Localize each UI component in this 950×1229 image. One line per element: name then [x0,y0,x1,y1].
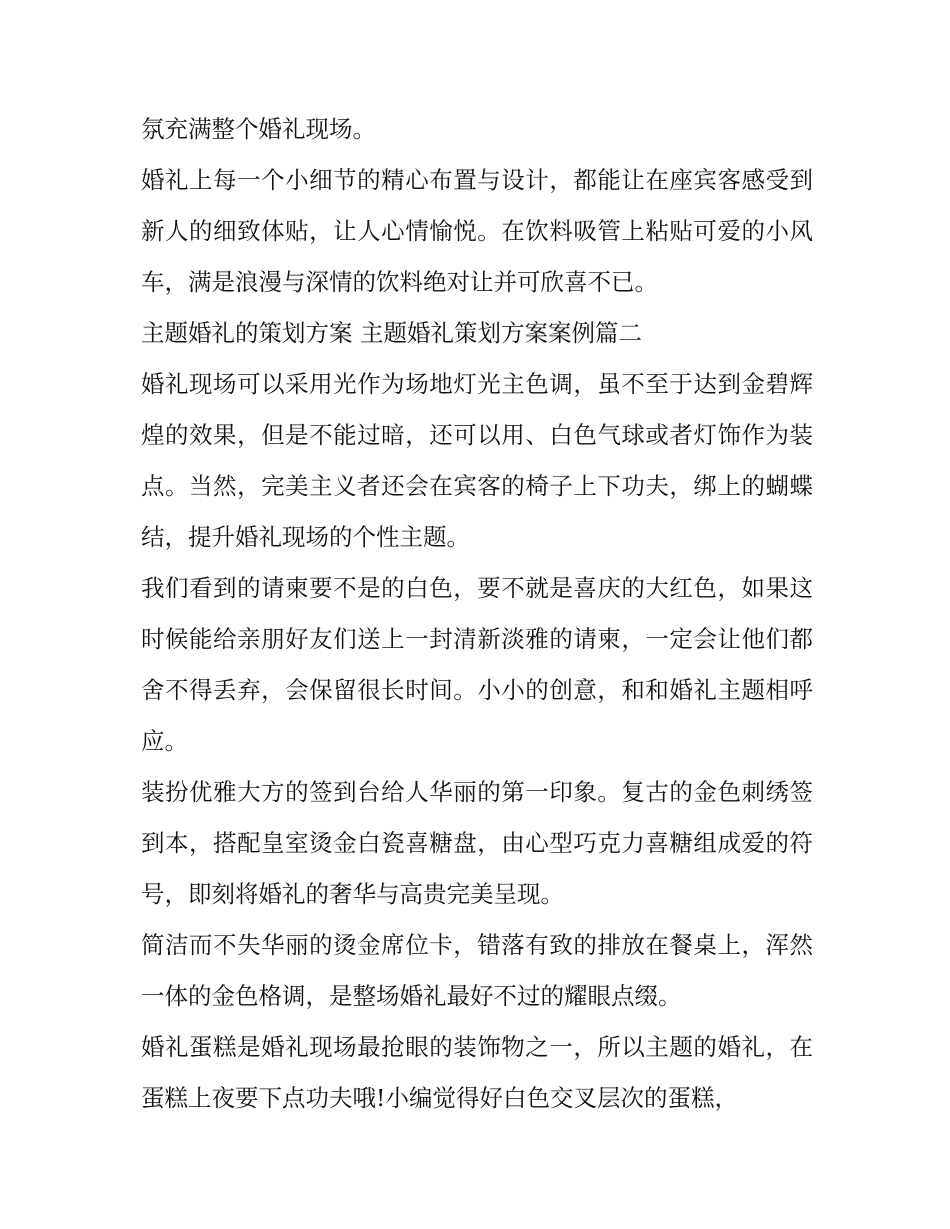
section-heading: 主题婚礼的策划方案 主题婚礼策划方案案例篇二 [141,319,642,347]
document-body [141,104,813,1124]
paragraph-6: 简洁而不失华丽的烫金席位卡，错落有致的排放在餐桌上，浑然一体的金色格调，是整场婚礼最好不过的耀眼点缀。 [141,931,813,1010]
paragraph-2: 婚礼上每一个小细节的精心布置与设计，都能让在座宾客感受到新人的细致体贴，让人心情愉悦。在饮料吸管上粘贴可爱的小风车，满是浪漫与深情的饮料绝对让并可欣喜不已。 [141,166,813,296]
paragraph-7: 婚礼蛋糕是婚礼现场最抢眼的装饰物之一，所以主题的婚礼，在蛋糕上夜要下点功夫哦!小编觉得好白色交叉层次的蛋糕， [141,1033,813,1112]
paragraph-4: 我们看到的请柬要不是的白色，要不就是喜庆的大红色，如果这时候能给亲朋好友们送上一封清新淡雅的请柬，一定会让他们都舍不得丢弃，会保留很长时间。小小的创意，和和婚礼主题相呼应。 [141,574,813,755]
paragraph-5: 装扮优雅大方的签到台给人华丽的第一印象。复古的金色刺绣签到本，搭配皇室烫金白瓷喜糖盘，由心型巧克力喜糖组成爱的符号，即刻将婚礼的奢华与高贵完美呈现。 [141,778,813,908]
paragraph-3: 婚礼现场可以采用光作为场地灯光主色调，虽不至于达到金碧辉煌的效果，但是不能过暗，还可以用、白色气球或者灯饰作为装点。当然，完美主义者还会在宾客的椅子上下功夫，绑上的蝴蝶结，提升婚礼现场的个性主题。 [141,370,813,551]
paragraph-1: 氛充满整个婚礼现场。 [141,115,376,143]
